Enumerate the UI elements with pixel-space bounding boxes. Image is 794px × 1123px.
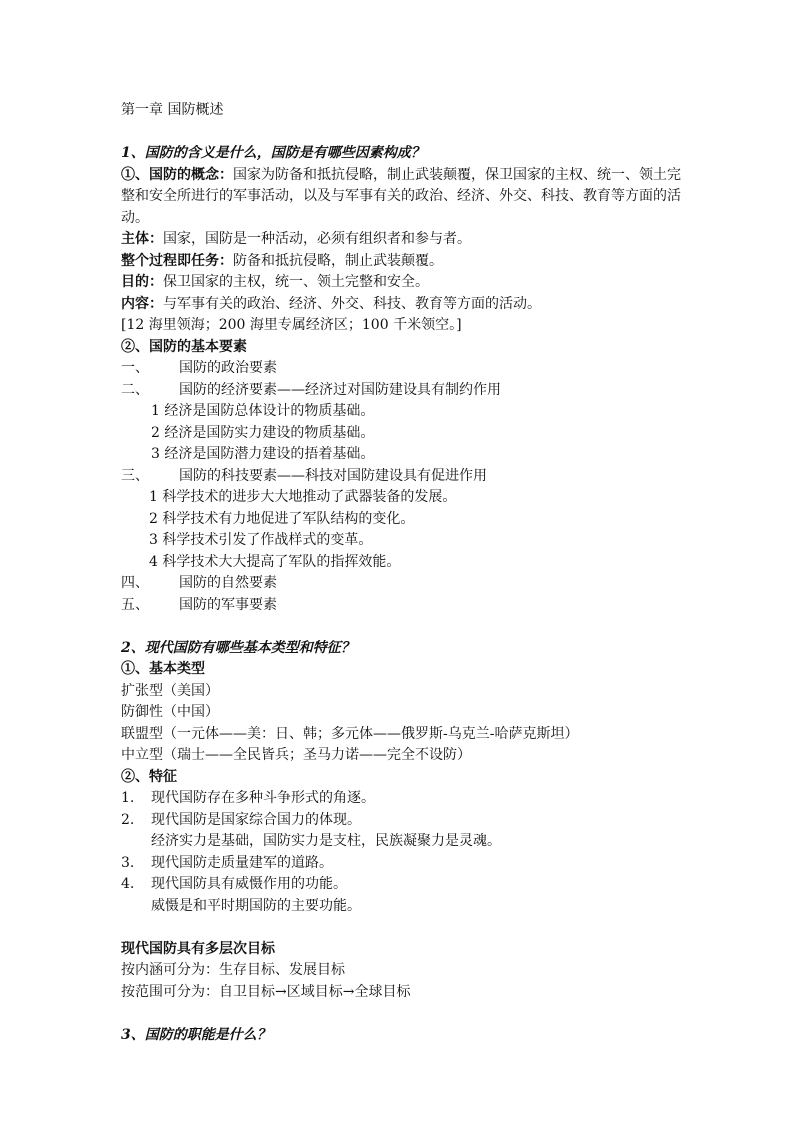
type-item: 中立型（瑞士——全民皆兵；圣马力诺——完全不设防）	[121, 747, 471, 763]
element-num: 三、	[121, 467, 149, 484]
element-num: 一、	[121, 360, 149, 376]
tech-point: 3 科学技术引发了作战样式的变革。	[149, 532, 373, 548]
feature-item	[121, 896, 681, 918]
economic-point: 3 经济是国防潜力建设的捂着基础。	[151, 446, 375, 462]
feature-num: 4.	[121, 876, 135, 892]
element-item	[121, 358, 681, 380]
subject-label: 主体：	[121, 231, 163, 247]
element-num: 二、	[121, 381, 149, 398]
tech-point: 2 科学技术有力地促进了军队结构的变化。	[149, 510, 415, 527]
goals-heading: 现代国防具有多层次目标	[121, 940, 275, 957]
goal-item: 按内涵可分为：生存目标、发展目标	[121, 962, 345, 978]
feature-item	[121, 788, 681, 810]
element-text: 国防的军事要素	[179, 596, 277, 613]
goal-item: 按范围可分为：自卫目标→区域目标→全球目标	[121, 983, 411, 1000]
task-label: 整个过程即任务：	[121, 252, 233, 269]
tech-point: 4 科学技术大大提高了军队的指挥效能。	[149, 553, 401, 570]
goal-text: 保卫国家的主权，统一、领土完整和安全。	[163, 274, 429, 290]
concept-text: 国家为防备和抵抗侵略，制止武装颠覆，保卫国家的主权、统一、领土完整和安全所进行的军事活动，以及与军事有关的政治、经济、外交、科技、教育等方面的活动。	[121, 166, 681, 226]
feature-text: 现代国防具有威慑作用的功能。	[151, 876, 347, 892]
type-item: 联盟型（一元体——美：日、韩；多元体——俄罗斯-乌克兰-哈萨克斯坦）	[121, 725, 579, 742]
content-text: 与军事有关的政治、经济、外交、科技、教育等方面的活动。	[163, 295, 541, 312]
goal-line	[121, 272, 681, 294]
feature-num: 1.	[121, 790, 135, 806]
element-text: 国防的自然要素	[179, 575, 277, 591]
question-3: 3、国防的职能是什么？	[121, 1026, 271, 1043]
element-item	[121, 466, 681, 488]
subject-line	[121, 229, 681, 251]
feature-text: 现代国防是国家综合国力的体现。	[151, 811, 361, 828]
chapter-title: 第一章 国防概述	[121, 102, 224, 118]
type-item: 防御性（中国）	[121, 704, 219, 720]
feature-text: 威慑是和平时期国防的主要功能。	[151, 897, 361, 914]
document-page	[121, 100, 681, 1046]
types-heading: ①、基本类型	[121, 661, 205, 677]
tech-point: 1 科学技术的进步大大地推动了武器装备的发展。	[149, 489, 457, 505]
content-label: 内容：	[121, 295, 163, 312]
territory-note: [12 海里领海；200 海里专属经济区；100 千米领空。]	[121, 317, 462, 333]
type-item: 扩张型（美国）	[121, 682, 219, 699]
element-text: 国防的经济要素——经济过对国防建设具有制约作用	[179, 381, 501, 398]
question-1: 1、国防的含义是什么，国防是有哪些因素构成？	[121, 145, 425, 161]
element-num: 四、	[121, 575, 149, 591]
feature-text: 经济实力是基础，国防实力是支柱，民族凝聚力是灵魂。	[151, 833, 501, 849]
feature-item	[121, 831, 681, 853]
feature-num: 2.	[121, 811, 135, 828]
question-2: 2、现代国防有哪些基本类型和特征？	[121, 639, 355, 656]
task-line	[121, 251, 681, 273]
feature-item	[121, 853, 681, 875]
economic-point: 1 经济是国防总体设计的物质基础。	[151, 403, 375, 419]
feature-text: 现代国防存在多种斗争形式的角逐。	[151, 790, 375, 806]
feature-text: 现代国防走质量建军的道路。	[151, 854, 333, 871]
content-line	[121, 294, 681, 316]
goal-label: 目的：	[121, 274, 163, 290]
economic-point: 2 经济是国防实力建设的物质基础。	[151, 424, 375, 441]
feature-item	[121, 810, 681, 832]
task-text: 防备和抵抗侵略，制止武装颠覆。	[233, 252, 443, 269]
features-heading: ②、特征	[121, 768, 177, 785]
element-item	[121, 380, 681, 402]
feature-num: 3.	[121, 854, 135, 871]
concept-label: ①、国防的概念：	[121, 166, 233, 183]
element-num: 五、	[121, 596, 149, 613]
element-item	[121, 573, 681, 595]
feature-item	[121, 874, 681, 896]
element-item	[121, 595, 681, 617]
element-text: 国防的科技要素——科技对国防建设具有促进作用	[179, 467, 487, 484]
concept-paragraph	[121, 165, 681, 230]
element-text: 国防的政治要素	[179, 360, 277, 376]
elements-heading: ②、国防的基本要素	[121, 338, 247, 355]
subject-text: 国家，国防是一种活动，必须有组织者和参与者。	[163, 231, 471, 247]
